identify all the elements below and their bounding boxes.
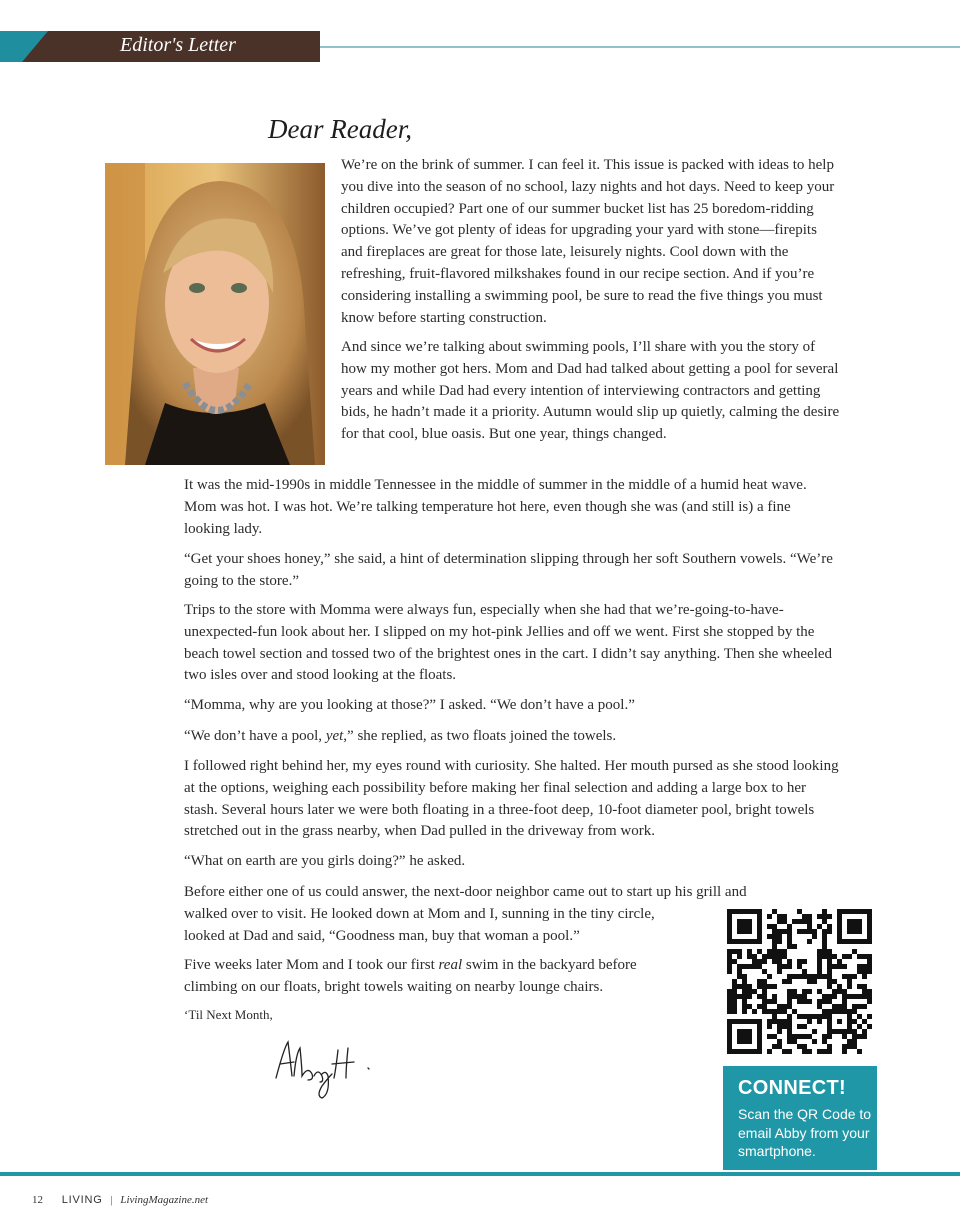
body-paragraph: It was the mid-1990s in middle Tennessee in the middle of summer in the middle of a humid heat wave. Mom was hot. I was hot. We’re talking temperature hot here, even though she was (and still is) a fine looking lady. [184, 477, 807, 537]
emphasis-text: real [438, 957, 463, 973]
text-run: ,” she replied, as two floats joined the towels. [343, 728, 617, 744]
emphasis-text: yet [325, 728, 344, 744]
body-paragraph: Trips to the store with Momma were always fun, especially when she had that we’re-going-to-have-unexpected-fun look about her. I slipped on my hot-pink Jellies and off we went. First she stopped by the beach towel section and tossed two of the brightest ones in the cart. I didn’t say anything. Then she wheeled two isles over and stood looking at the floats. [184, 602, 833, 684]
page-number: 12 [32, 1194, 43, 1206]
footer-separator: | [110, 1194, 113, 1206]
body-paragraph [184, 726, 840, 748]
text-line: walked over to visit. He looked down at Mom and I, sunning in the tiny circle, [184, 905, 655, 922]
connect-description: Scan the QR Code to email Abby from your smartphone. [738, 1106, 872, 1159]
website-link[interactable]: LivingMagazine.net [120, 1194, 209, 1206]
body-paragraph: “Get your shoes honey,” she said, a hint of determination slipping through her soft Southern vowels. “We’re going to the store.” [184, 551, 833, 589]
body-paragraph [184, 955, 684, 999]
text-line: looked at Dad and said, “Goodness man, buy that woman a pool.” [184, 927, 580, 944]
body-paragraph: And since we’re talking about swimming pools, I’ll share with you the story of how my mother got hers. Mom and Dad had talked about getting a pool for several years and while Dad had every intention of interviewing contractors and getting bids, he hadn’t made it a priority. Autumn would slip up quietly, calming the desire for that cool, blue oasis. But one year, things changed. [341, 339, 840, 443]
section-label: Editor's Letter [120, 34, 236, 56]
text-run: swim in the backyard before climbing on our floats, bright towels waiting on nearby lounge chairs. [184, 957, 637, 995]
text-run: Five weeks later Mom and I took our first [184, 957, 439, 973]
body-paragraph: We’re on the brink of summer. I can feel it. This issue is packed with ideas to help you dive into the season of no school, lazy nights and hot days. Need to keep your children occupied? Part one of our summer bucket list has 25 boredom-ridding options. We’ve got plenty of ideas for upgrading your yard with stone—firepits and fireplaces are great for those late, leisurely nights. Cool down with the refreshing, fruit-flavored milkshakes found in our recipe section. And if you’re considering installing a swimming pool, be sure to read the five things you must know before starting construction. [341, 157, 835, 326]
footer-rule [0, 1172, 960, 1176]
text-line: Before either one of us could answer, the next-door neighbor came out to start up his grill and [184, 884, 747, 900]
body-paragraph: “Momma, why are you looking at those?” I asked. “We don’t have a pool.” [184, 697, 635, 713]
greeting-heading: Dear Reader, [268, 114, 412, 144]
connect-title: CONNECT! [738, 1077, 846, 1099]
text-run: “We don’t have a pool, [184, 728, 326, 744]
signoff: ‘Til Next Month, [184, 1007, 273, 1022]
connect-callout [723, 1066, 877, 1170]
header-rule [320, 46, 960, 48]
magazine-brand: LIVING [61, 1194, 103, 1206]
qr-code[interactable] [727, 909, 872, 1054]
body-paragraph: I followed right behind her, my eyes round with curiosity. She halted. Her mouth pursed as she stood looking at the options, weighing each possibility before making her final selection and adding a large box to her stash. Several hours later we were both floating in a three-foot deep, 10-foot diameter pool, bright towels stretched out in the grass nearby, when Dad pulled in the driveway from work. [184, 758, 839, 840]
body-paragraph: “What on earth are you girls doing?” he asked. [184, 853, 466, 869]
editor-photo [105, 163, 325, 465]
signature [258, 1028, 376, 1104]
page-footer [32, 1194, 208, 1206]
